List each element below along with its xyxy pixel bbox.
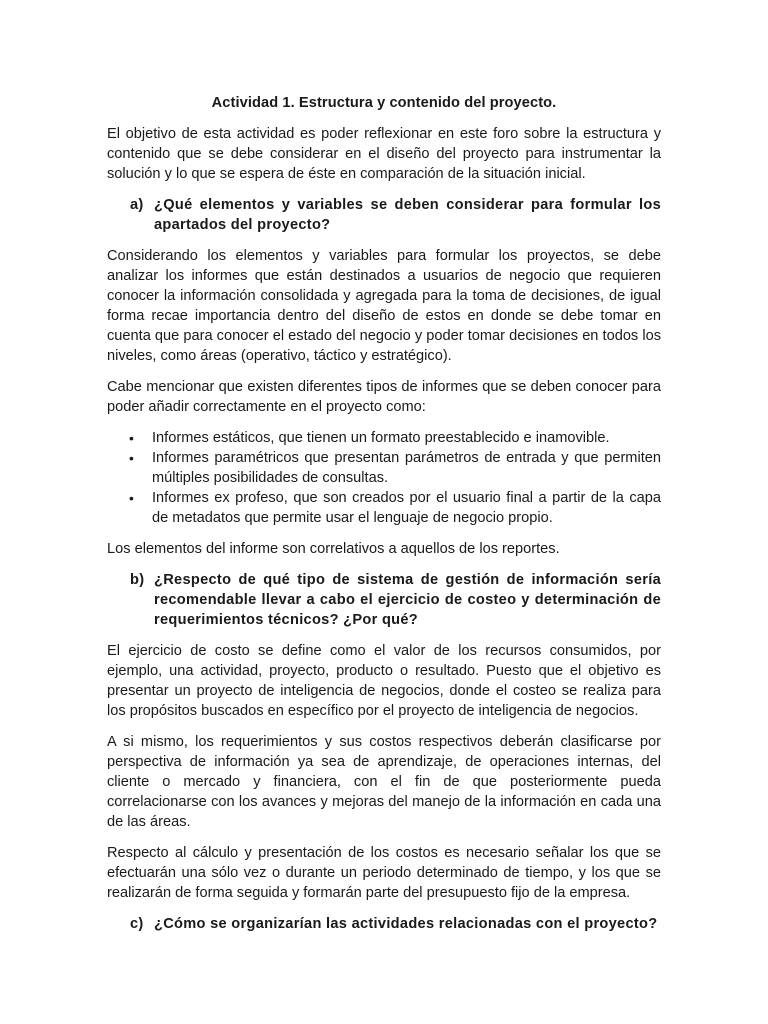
question-a-text: ¿Qué elementos y variables se deben considerar para formular los apartados del proyecto? (154, 197, 661, 233)
answer-b-paragraph-3: Respecto al cálculo y presentación de los costos es necesario señalar los que se efectuarán una sólo vez o durante un periodo determinado de tiempo, y los que se realizarán de forma seguida y formarán parte del presupuesto fijo de la empresa. (107, 845, 661, 901)
list-item-text: Informes ex profeso, que son creados por el usuario final a partir de la capa de metadatos que permite usar el lenguaje de negocio propio. (152, 490, 661, 526)
question-a-marker: a) (130, 197, 144, 213)
document-title: Actividad 1. Estructura y contenido del proyecto. (211, 95, 557, 111)
intro-paragraph: El objetivo de esta actividad es poder reflexionar en este foro sobre la estructura y contenido que se debe considerar en el diseño del proyecto para instrumentar la solución y lo que se espera de éste en comparación de la situación inicial. (107, 126, 661, 182)
report-types-list (107, 428, 661, 528)
bullet-icon: • (129, 450, 134, 466)
bullet-icon: • (129, 430, 134, 446)
list-item-text: Informes paramétricos que presentan parámetros de entrada y que permiten múltiples posibilidades de consultas. (152, 450, 661, 486)
answer-a-paragraph-1: Considerando los elementos y variables para formular los proyectos, se debe analizar los informes que están destinados a usuarios de negocio que requieren conocer la información consolidada y agregada para la toma de decisiones, de igual forma recae importancia dentro del diseño de estos en donde se debe tomar en cuenta que para conocer el estado del negocio y poder tomar decisiones en todos los niveles, como áreas (operativo, táctico y estratégico). (107, 248, 661, 364)
question-c (107, 914, 661, 934)
question-a (107, 195, 661, 235)
list-item (107, 428, 661, 448)
list-item (107, 448, 661, 488)
question-b-text: ¿Respecto de qué tipo de sistema de gestión de información sería recomendable llevar a cabo el ejercicio de costeo y determinación de requerimientos técnicos? ¿Por qué? (154, 572, 661, 628)
question-c-text: ¿Cómo se organizarían las actividades relacionadas con el proyecto? (154, 916, 658, 932)
answer-b-paragraph-1: El ejercicio de costo se define como el valor de los recursos consumidos, por ejemplo, una actividad, proyecto, producto o resultado. Puesto que el objetivo es presentar un proyecto de inteligencia de negocios, donde el costeo se realiza para los propósitos buscados en específico por el proyecto de inteligencia de negocios. (107, 643, 661, 719)
bullet-icon: • (129, 490, 134, 506)
list-item-text: Informes estáticos, que tienen un formato preestablecido e inamovible. (152, 430, 610, 446)
answer-b-paragraph-2: A si mismo, los requerimientos y sus costos respectivos deberán clasificarse por perspectiva de información ya sea de aprendizaje, de operaciones internas, del cliente o mercado y financiera, con el fin de que posteriormente pueda correlacionarse con los avances y mejoras del manejo de la información en cada una de las áreas. (107, 734, 661, 830)
list-item (107, 488, 661, 528)
question-c-marker: c) (130, 916, 144, 932)
answer-a-paragraph-2: Cabe mencionar que existen diferentes tipos de informes que se deben conocer para poder añadir correctamente en el proyecto como: (107, 379, 661, 415)
question-b (107, 570, 661, 630)
question-b-marker: b) (130, 572, 145, 588)
answer-a-paragraph-3: Los elementos del informe son correlativos a aquellos de los reportes. (107, 541, 560, 557)
